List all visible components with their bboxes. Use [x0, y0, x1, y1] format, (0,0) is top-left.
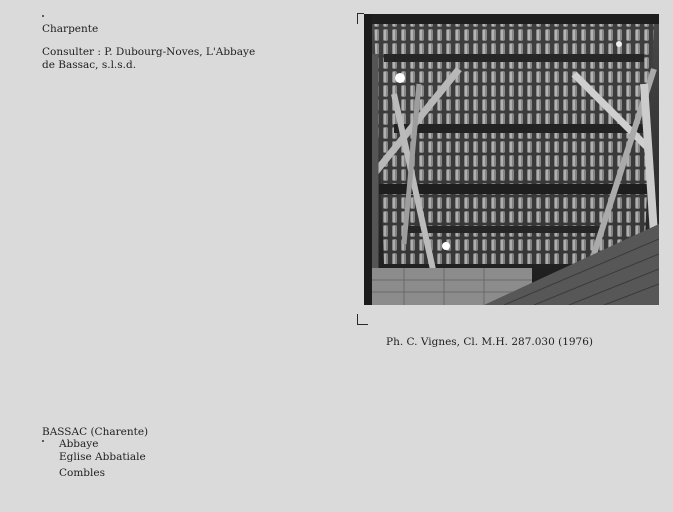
- roof-framework-illustration: [364, 14, 659, 305]
- crop-mark-top-left: [357, 13, 364, 24]
- location-detail: Combles: [59, 467, 105, 479]
- bullet-mark: [42, 15, 44, 17]
- consult-reference-line1: Consulter : P. Dubourg-Noves, L'Abbaye: [42, 46, 256, 58]
- subject-title: Charpente: [42, 23, 99, 35]
- location-place: BASSAC (Charente): [42, 426, 149, 438]
- consult-reference-line2: de Bassac, s.l.s.d.: [42, 59, 137, 71]
- bullet-mark: [42, 440, 44, 442]
- photo-credit: Ph. C. Vignes, Cl. M.H. 287.030 (1976): [386, 336, 594, 348]
- location-part: Eglise Abbatiale: [59, 451, 146, 463]
- location-building: Abbaye: [59, 438, 99, 450]
- roof-framework-photo: [364, 14, 659, 305]
- crop-mark-bottom-left: [357, 314, 368, 325]
